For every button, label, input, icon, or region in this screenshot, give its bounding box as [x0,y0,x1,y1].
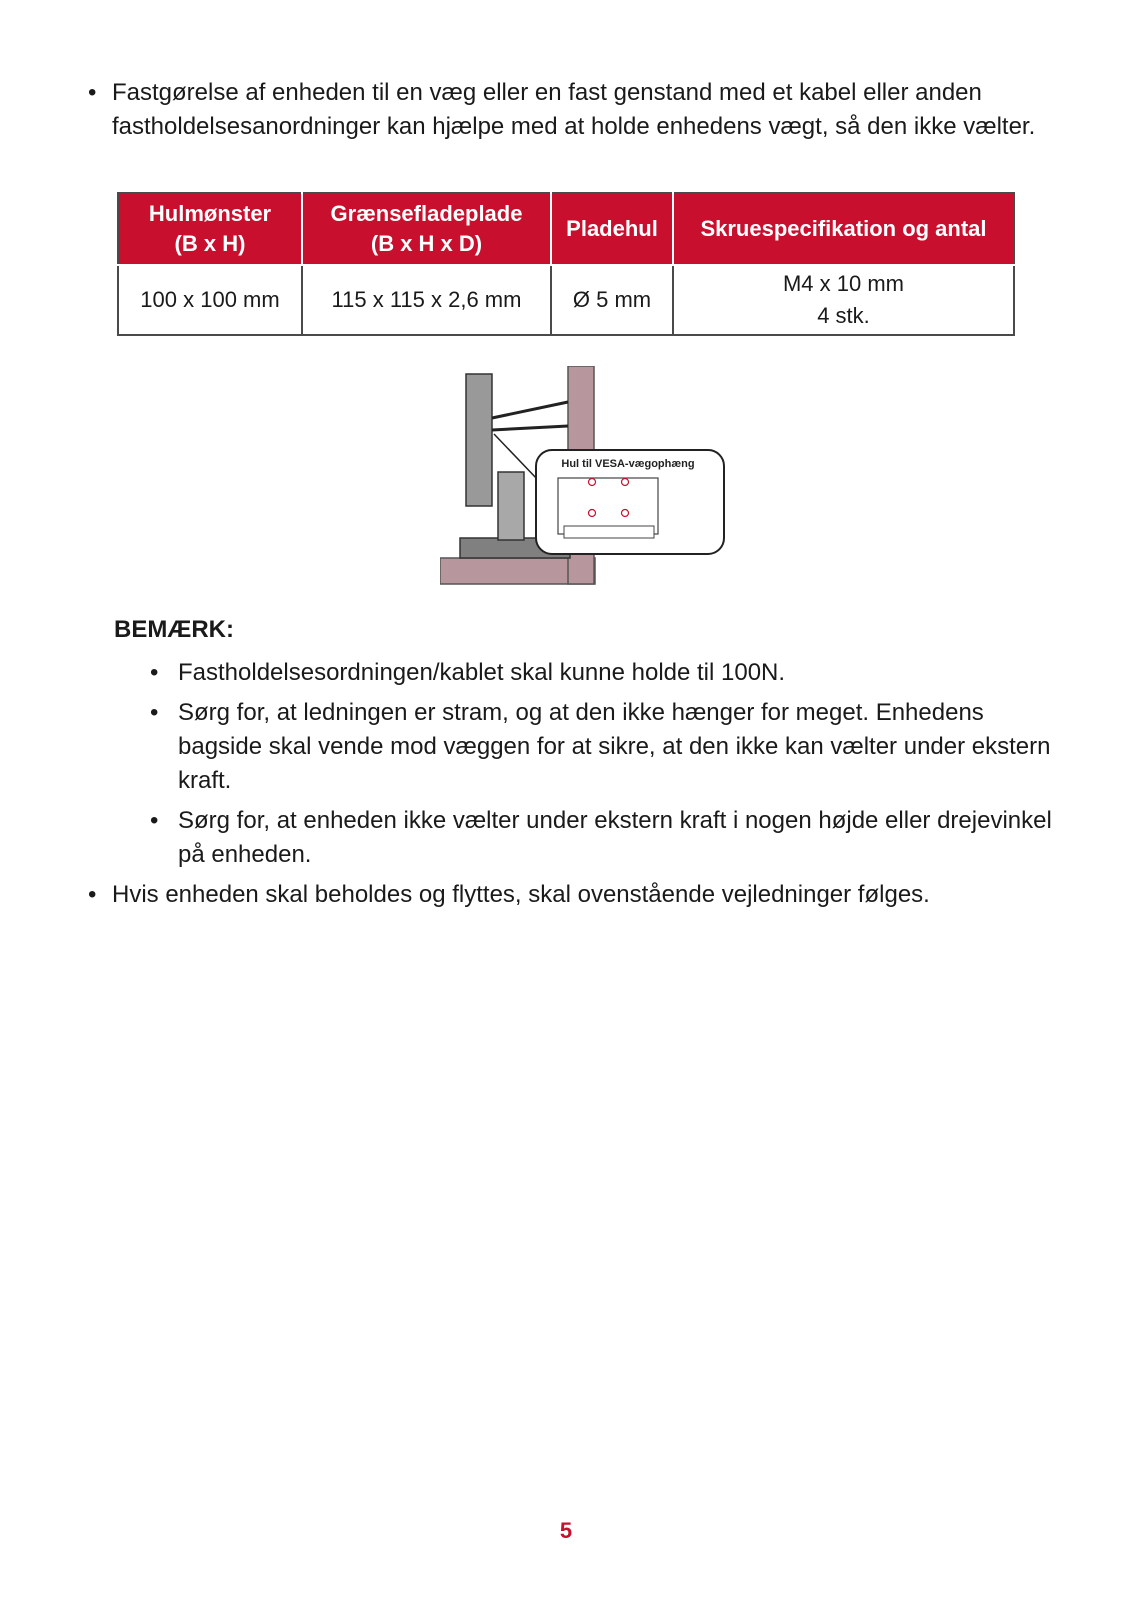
page-number: 5 [559,1518,573,1543]
bullet-text: Hvis enheden skal beholdes og flyttes, skal ovenstående vejledninger følges. [112,881,930,908]
table-cell [673,265,1014,335]
bullet-symbol: • [150,659,159,686]
header-line: (B x H) [174,231,246,256]
screw-spec-line: M4 x 10 mm [782,271,905,296]
table-row [118,265,1014,335]
note-text: Sørg for, at ledningen er stram, og at den ikke hænger for meget. Enhedens bagside skal vende mod væggen for at sikre, at den ikke kan vælter under ekstern kraft. [178,699,1051,794]
header-screw-spec [673,193,1014,265]
header-line: Grænsefladeplade [330,201,523,226]
bullet-symbol: • [150,807,159,834]
header-hole-pattern [118,193,302,265]
table-cell: Ø 5 mm [551,265,673,335]
table-cell: 115 x 115 x 2,6 mm [302,265,551,335]
monitor-ports [564,526,654,538]
bullet-symbol: • [88,881,97,908]
header-plate-hole [551,193,673,265]
header-line: Hulmønster [148,201,272,226]
wall-mount-diagram [440,366,740,596]
table-header-row [118,193,1014,265]
monitor-panel [466,374,492,506]
bullet-symbol: • [150,699,159,726]
note-title: BEMÆRK: [114,616,234,643]
spec-table [117,192,1015,336]
bullet-text: Fastgørelse af enheden til en væg eller en fast genstand med et kabel eller anden fastholdelsesanordninger kan hjælpe med at holde enhedens vægt, så den ikke vælter. [112,79,1036,140]
header-line: Skruespecifikation og antal [700,216,987,241]
safety-cable [492,426,568,430]
screw-count-line: 4 stk. [817,303,870,328]
bullet-symbol: • [88,79,97,106]
note-text: Fastholdelsesordningen/kablet skal kunne holde til 100N. [178,659,786,686]
safety-cable [492,402,568,418]
header-line: (B x H x D) [370,231,483,256]
callout-label: Hul til VESA-vægophæng [561,458,695,470]
monitor-stand-neck [498,472,524,540]
table-cell: 100 x 100 mm [118,265,302,335]
header-line: Pladehul [566,216,658,241]
note-text: Sørg for, at enheden ikke vælter under ekstern kraft i nogen højde eller drejevinkel på enheden. [178,807,1052,868]
header-interface-plate [302,193,551,265]
